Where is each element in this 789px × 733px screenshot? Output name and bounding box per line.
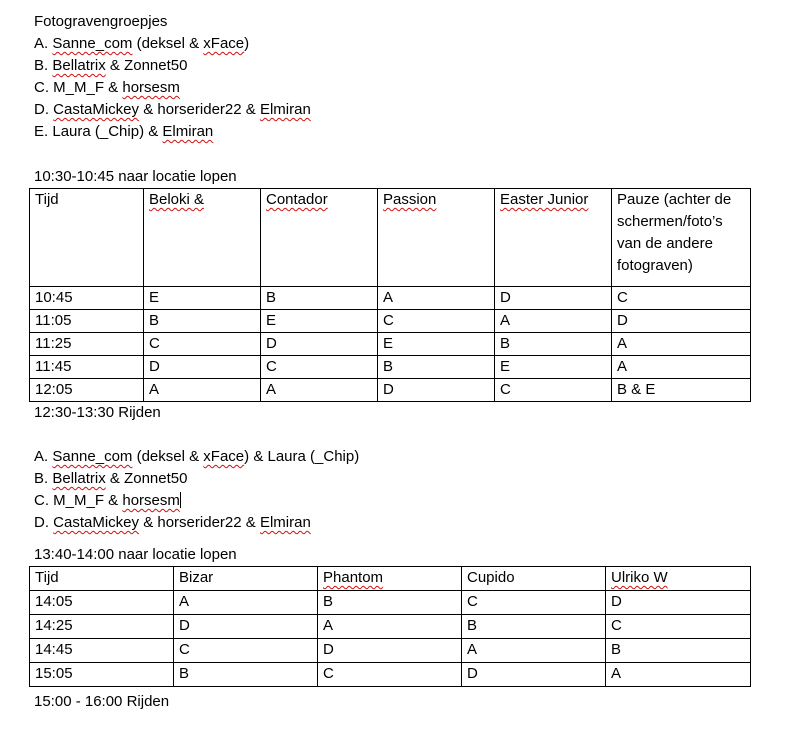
group-d-line (34, 99, 311, 121)
group-b-line (34, 55, 187, 77)
group-text: (deksel & (132, 35, 204, 52)
group-name: Bellatrix (52, 470, 106, 487)
table-cell: B (144, 310, 261, 333)
group-text: (deksel & (132, 448, 204, 465)
group-letter: E. (34, 123, 49, 140)
table-cell: E (144, 287, 261, 310)
header-cell: Contador (261, 189, 378, 287)
group-letter: D. (34, 514, 49, 531)
table-cell: B (495, 333, 612, 356)
header-cell: Tijd (30, 567, 174, 591)
group-name: Bellatrix (52, 57, 106, 74)
table-cell: A (144, 379, 261, 402)
table-cell: B (261, 287, 378, 310)
table-cell: D (378, 379, 495, 402)
table-cell: C (318, 663, 462, 687)
header-cell: Cupido (462, 567, 606, 591)
group2-c-line (34, 490, 181, 512)
group-text: & horserider22 & (139, 101, 260, 118)
group-letter: A. (34, 448, 49, 465)
group-text: ) & Laura (_Chip) (244, 448, 360, 465)
text-cursor (180, 492, 181, 508)
group-text: Laura (_Chip) & (52, 123, 163, 140)
header-cell: Bizar (174, 567, 318, 591)
table-cell: D (261, 333, 378, 356)
group-name: Elmiran (259, 514, 311, 531)
table-cell: C (261, 356, 378, 379)
time-cell: 15:05 (30, 663, 174, 687)
table-cell: D (174, 615, 318, 639)
header-cell: Pauze (achter de schermen/foto’s van de andere fotograven) (612, 189, 751, 287)
group-name: Elmiran (259, 101, 311, 118)
group-letter: B. (34, 57, 49, 74)
group-letter: C. (34, 492, 49, 509)
table-cell: E (495, 356, 612, 379)
table-cell: B & E (612, 379, 751, 402)
table-cell: D (495, 287, 612, 310)
table-row (30, 310, 751, 333)
group-name: xFace (203, 35, 245, 52)
table-cell: C (378, 310, 495, 333)
group2-b-line (34, 468, 187, 490)
table-cell: A (612, 356, 751, 379)
header-cell: Beloki & (144, 189, 261, 287)
group-letter: A. (34, 35, 49, 52)
group-text: & (104, 79, 123, 96)
group-name: xFace (203, 448, 245, 465)
table-cell: B (174, 663, 318, 687)
table-row (30, 615, 751, 639)
group-name: horsesm (122, 79, 180, 96)
table-cell: C (174, 639, 318, 663)
table-row (30, 379, 751, 402)
table-header-row (30, 189, 751, 287)
group-name: CastaMickey (53, 101, 140, 118)
walk-time-2: 13:40-14:00 naar locatie lopen (34, 546, 237, 563)
table-cell: D (144, 356, 261, 379)
table-cell: A (174, 591, 318, 615)
group-text: & Zonnet50 (105, 57, 188, 74)
table-cell: C (612, 287, 751, 310)
table-cell: A (612, 333, 751, 356)
time-cell: 11:05 (30, 310, 144, 333)
group-text: ) (244, 35, 250, 52)
table-cell: A (462, 639, 606, 663)
group-letter: B. (34, 470, 49, 487)
group2-d-line (34, 512, 311, 534)
table-cell: D (606, 591, 751, 615)
header-cell: Phantom (318, 567, 462, 591)
group-letter: D. (34, 101, 49, 118)
group-text: & (104, 492, 123, 509)
table-row (30, 287, 751, 310)
table-cell: B (606, 639, 751, 663)
table-cell: C (462, 591, 606, 615)
time-cell: 12:05 (30, 379, 144, 402)
table-cell: B (378, 356, 495, 379)
table-cell: B (318, 591, 462, 615)
walk-time-1: 10:30-10:45 naar locatie lopen (34, 168, 237, 185)
group-name: CastaMickey (53, 514, 140, 531)
table-row (30, 639, 751, 663)
time-cell: 14:25 (30, 615, 174, 639)
group-letter: C. (34, 79, 49, 96)
group-a-line (34, 33, 249, 55)
group-name: Sanne_com (52, 448, 133, 465)
table-cell: E (378, 333, 495, 356)
ride-time-2: 15:00 - 16:00 Rijden (34, 693, 170, 710)
table-cell: A (318, 615, 462, 639)
table-cell: B (462, 615, 606, 639)
group2-a-line (34, 446, 359, 468)
group-name: Elmiran (162, 123, 214, 140)
time-cell: 14:05 (30, 591, 174, 615)
time-cell: 11:45 (30, 356, 144, 379)
header-cell: Passion (378, 189, 495, 287)
group-c-line (34, 77, 180, 99)
group-e-line (34, 121, 213, 143)
time-cell: 10:45 (30, 287, 144, 310)
table-row (30, 333, 751, 356)
ride-time-1: 12:30-13:30 Rijden (34, 404, 161, 421)
table-row (30, 663, 751, 687)
table-cell: A (606, 663, 751, 687)
time-cell: 14:45 (30, 639, 174, 663)
table-cell: D (318, 639, 462, 663)
document-title: Fotogravengroepjes (34, 13, 168, 30)
group-text: & horserider22 & (139, 514, 260, 531)
table-header-row (30, 567, 751, 591)
group-text: & Zonnet50 (105, 470, 188, 487)
time-cell: 11:25 (30, 333, 144, 356)
table-cell: A (261, 379, 378, 402)
table-cell: A (378, 287, 495, 310)
table-cell: C (495, 379, 612, 402)
group-name: M_M_F (53, 79, 105, 96)
header-cell: Tijd (30, 189, 144, 287)
table-cell: D (462, 663, 606, 687)
table-cell: E (261, 310, 378, 333)
table-cell: C (606, 615, 751, 639)
group-name: horsesm (122, 492, 180, 509)
table-row (30, 591, 751, 615)
schedule-table-2 (29, 566, 751, 687)
group-name: Sanne_com (52, 35, 133, 52)
table-cell: A (495, 310, 612, 333)
table-row (30, 356, 751, 379)
group-name: M_M_F (53, 492, 105, 509)
header-cell: Ulriko W (606, 567, 751, 591)
header-cell: Easter Junior (495, 189, 612, 287)
schedule-table-1 (29, 188, 751, 402)
table-cell: C (144, 333, 261, 356)
table-cell: D (612, 310, 751, 333)
